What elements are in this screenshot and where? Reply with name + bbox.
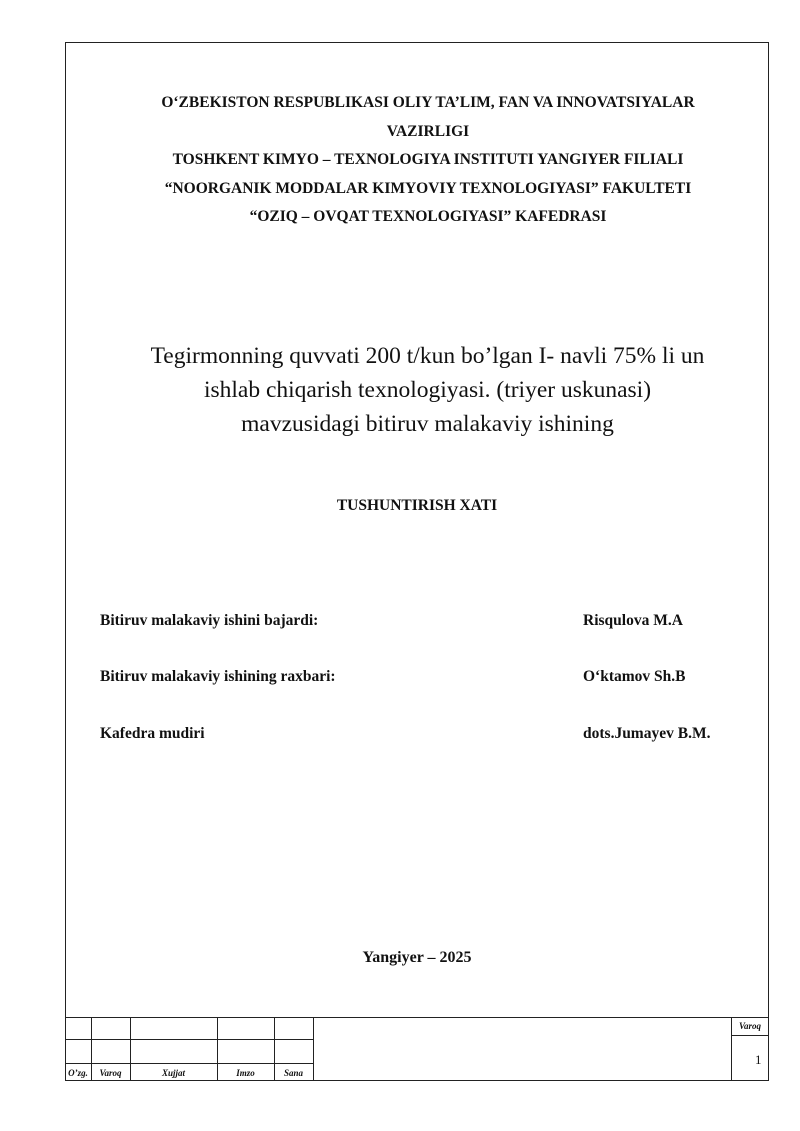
title-block-stamp [65,1017,769,1081]
institution-header [86,89,770,232]
signature-label: Bitiruv malakaviy ishining raxbari: [100,668,336,685]
header-line-ministry-cont: VAZIRLIGI [386,122,470,140]
topic-line-1: Tegirmonning quvvati 200 t/kun bo’lgan I- navli 75% li un [150,343,705,369]
place-and-year: Yangiyer – 2025 [362,949,472,966]
stamp-caption-sana: Sana [283,1068,303,1078]
signature-name: O‘ktamov Sh.B [583,668,686,685]
stamp-row-line [731,1035,769,1036]
stamp-caption-varoq: Varoq [99,1068,122,1078]
stamp-caption-ozg: O’zg. [68,1068,88,1078]
stamp-row-line [65,1039,313,1040]
header-line-department: “OZIQ – OVQAT TEXNOLOGIYASI” KAFEDRASI [249,208,607,225]
stamp-caption-imzo: Imzo [236,1068,255,1078]
header-line-ministry: O‘ZBEKISTON RESPUBLIKASI OLIY TA’LIM, FAN VA INNOVATSIYALAR [161,94,695,111]
topic-line-3: mavzusidagi bitiruv malakaviy ishining [241,411,614,437]
stamp-caption-xujjat: Xujjat [161,1068,185,1078]
signature-name: dots.Jumayev B.M. [583,725,711,742]
signature-name: Risqulova M.A [583,612,683,629]
stamp-divider [313,1018,314,1081]
thesis-topic [95,339,760,441]
header-line-institute: TOSHKENT KIMYO – TEXNOLOGIYA INSTITUTI YANGIYER FILIALI [172,151,684,168]
signature-label: Bitiruv malakaviy ishini bajardi: [100,612,319,629]
sheet-label: Varoq [738,1021,761,1031]
topic-line-2: ishlab chiqarish texnologiyasi. (triyer uskunasi) [203,377,652,403]
document-type-title: TUSHUNTIRISH XATI [336,497,498,514]
stamp-row-line [65,1063,313,1064]
signature-label: Kafedra mudiri [100,725,205,742]
header-line-faculty: “NOORGANIK MODDALAR KIMYOVIY TEXNOLOGIYASI” FAKULTETI [164,179,692,197]
sheet-number: 1 [755,1052,762,1067]
